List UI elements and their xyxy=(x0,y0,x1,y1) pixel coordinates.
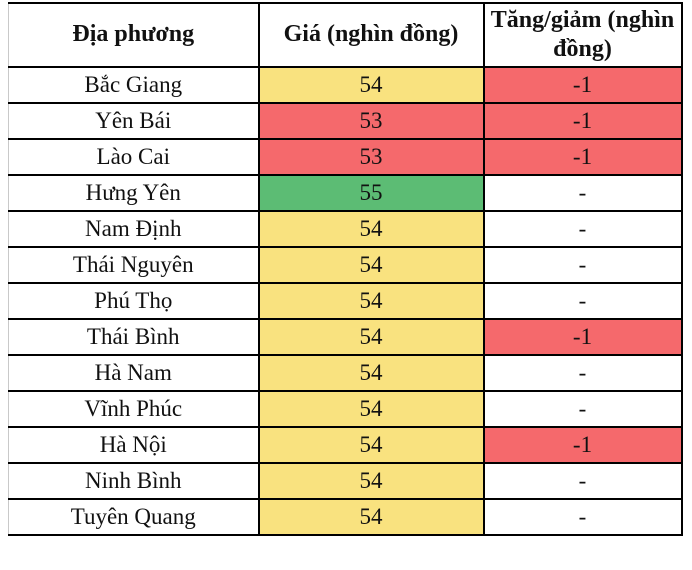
table-row xyxy=(9,283,682,319)
region-cell: Bắc Giang xyxy=(9,67,259,103)
table-row xyxy=(9,211,682,247)
price-cell: 54 xyxy=(259,211,484,247)
region-cell: Yên Bái xyxy=(9,103,259,139)
price-table-header xyxy=(9,3,682,67)
price-cell: 54 xyxy=(259,355,484,391)
change-cell: - xyxy=(484,463,682,499)
price-cell: 54 xyxy=(259,463,484,499)
change-cell: -1 xyxy=(484,427,682,463)
column-header-region: Địa phương xyxy=(9,3,259,67)
region-cell: Phú Thọ xyxy=(9,283,259,319)
header-row xyxy=(9,3,682,67)
price-cell: 54 xyxy=(259,283,484,319)
price-table xyxy=(8,2,683,536)
change-cell: - xyxy=(484,283,682,319)
price-table-body xyxy=(9,67,682,535)
region-cell: Thái Bình xyxy=(9,319,259,355)
price-cell: 53 xyxy=(259,139,484,175)
change-cell: -1 xyxy=(484,103,682,139)
price-cell: 54 xyxy=(259,499,484,535)
table-row xyxy=(9,391,682,427)
change-cell: - xyxy=(484,247,682,283)
column-header-price: Giá (nghìn đồng) xyxy=(259,3,484,67)
change-cell: - xyxy=(484,355,682,391)
price-cell: 54 xyxy=(259,67,484,103)
region-cell: Lào Cai xyxy=(9,139,259,175)
table-row xyxy=(9,247,682,283)
region-cell: Hưng Yên xyxy=(9,175,259,211)
table-row xyxy=(9,355,682,391)
change-cell: -1 xyxy=(484,319,682,355)
region-cell: Tuyên Quang xyxy=(9,499,259,535)
price-cell: 54 xyxy=(259,319,484,355)
region-cell: Ninh Bình xyxy=(9,463,259,499)
change-cell: - xyxy=(484,175,682,211)
change-cell: - xyxy=(484,499,682,535)
price-cell: 53 xyxy=(259,103,484,139)
price-cell: 54 xyxy=(259,247,484,283)
region-cell: Hà Nội xyxy=(9,427,259,463)
price-cell: 54 xyxy=(259,427,484,463)
change-cell: -1 xyxy=(484,67,682,103)
table-row xyxy=(9,463,682,499)
table-row xyxy=(9,319,682,355)
region-cell: Thái Nguyên xyxy=(9,247,259,283)
table-row xyxy=(9,139,682,175)
price-cell: 55 xyxy=(259,175,484,211)
price-cell: 54 xyxy=(259,391,484,427)
table-row xyxy=(9,67,682,103)
column-header-change: Tăng/giảm (nghìn đồng) xyxy=(484,3,682,67)
region-cell: Hà Nam xyxy=(9,355,259,391)
table-row xyxy=(9,427,682,463)
table-row xyxy=(9,499,682,535)
change-cell: -1 xyxy=(484,139,682,175)
table-row xyxy=(9,175,682,211)
table-row xyxy=(9,103,682,139)
change-cell: - xyxy=(484,211,682,247)
region-cell: Vĩnh Phúc xyxy=(9,391,259,427)
region-cell: Nam Định xyxy=(9,211,259,247)
change-cell: - xyxy=(484,391,682,427)
